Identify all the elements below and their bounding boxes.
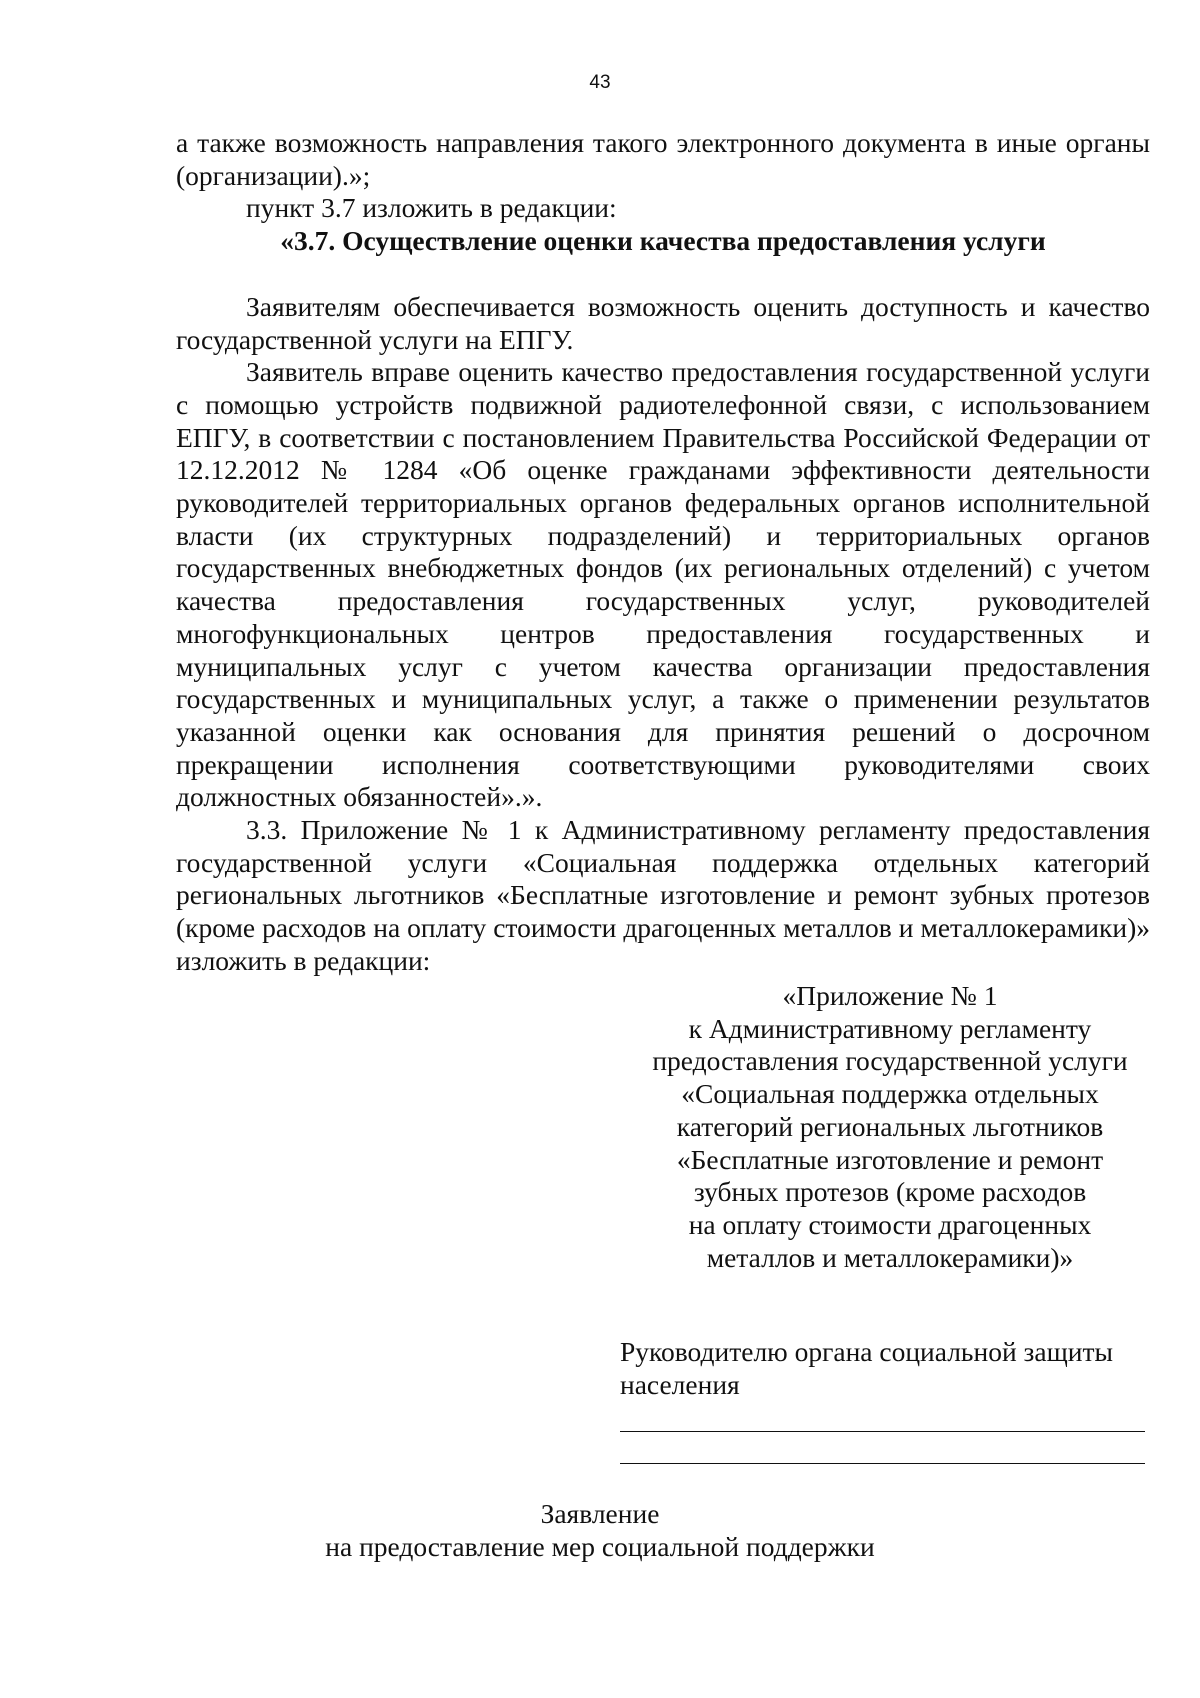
appendix-header: [620, 980, 1160, 1274]
statement-heading: [0, 1498, 1200, 1563]
recipient-block: Руководителю органа социальной защиты населения: [620, 1336, 1113, 1400]
section-heading: «3.7. Осуществление оценки качества предоставления услуги: [280, 225, 1046, 257]
appendix-line: категорий региональных льготников: [676, 1110, 1104, 1142]
blank-fill-line: [620, 1431, 1145, 1432]
appendix-line: к Административному регламенту: [688, 1012, 1092, 1044]
appendix-line: зубных протезов (кроме расходов: [693, 1176, 1087, 1208]
paragraph-applicants: Заявителям обеспечивается возможность оценить доступность и качество государственной услуги на ЕПГУ.: [176, 290, 1150, 355]
appendix-line: «Приложение № 1: [782, 980, 998, 1011]
paragraph-item-3-7-intro: пункт 3.7 изложить в редакции:: [246, 192, 617, 224]
statement-subtitle: на предоставление мер социальной поддержки: [325, 1530, 875, 1562]
body-text: [176, 127, 1150, 978]
paragraph-appendix-amendment: 3.3. Приложение № 1 к Административному регламенту предоставления государственной услуги «Социальная поддержка отдельных категорий региональных льготников «Бесплатные изготовление и ремонт зубных протезов (кроме расходов на оплату стоимости драгоценных металлов и металлокерамики)» изложить в редакции:: [176, 814, 1150, 976]
statement-title: Заявление: [540, 1498, 660, 1529]
paragraph-evaluation-right: Заявитель вправе оценить качество предоставления государственной услуги с помощью устройств подвижной радиотелефонной связи, с использованием ЕПГУ, в соответствии с постановлением Правительства Российской Федерации от 12.12.2012 № 1284 «Об оценке гражданами эффективности деятельности руководителей территориальных органов федеральных органов исполнительной власти (их структурных подразделений) и территориальных органов государственных внебюджетных фондов (их региональных отделений) с учетом качества предоставления государственных услуг, руководителей многофункциональных центров предоставления государственных и муниципальных услуг с учетом качества организации предоставления государственных и муниципальных услуг, а также о применении результатов указанной оценки как основания для принятия решений о досрочном прекращении исполнения соответствующими руководителями своих должностных обязанностей».».: [176, 356, 1150, 813]
appendix-line: «Бесплатные изготовление и ремонт: [676, 1143, 1104, 1175]
appendix-line: «Социальная поддержка отдельных: [681, 1078, 1099, 1110]
blank-fill-line: [620, 1463, 1145, 1464]
spacer: [176, 258, 1150, 291]
appendix-line: металлов и металлокерамики)»: [706, 1241, 1074, 1273]
appendix-line: предоставления государственной услуги: [652, 1045, 1128, 1077]
page-number: 43: [589, 72, 611, 93]
paragraph-continuation: а также возможность направления такого электронного документа в иные органы (организации).»;: [176, 127, 1150, 191]
appendix-line: на оплату стоимости драгоценных: [688, 1208, 1092, 1240]
